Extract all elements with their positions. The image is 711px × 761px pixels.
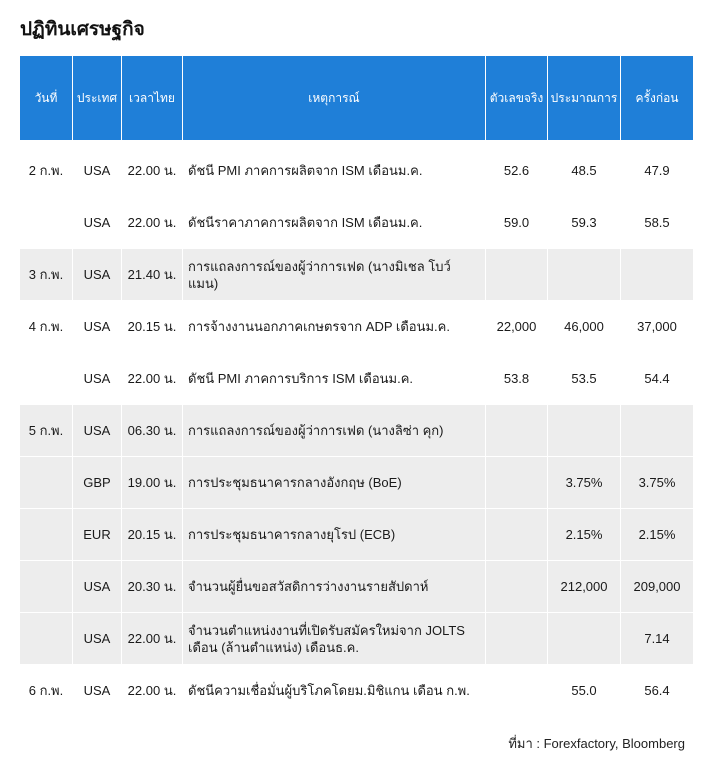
cell-forecast: 2.15% <box>547 508 620 560</box>
table-row <box>20 300 693 352</box>
cell-event: การแถลงการณ์ของผู้ว่าการเฟด (นางลิซ่า คุก) <box>182 404 485 456</box>
cell-event: ดัชนีความเชื่อมั่นผู้บริโภคโดยม.มิชิแกน เดือน ก.พ. <box>182 664 485 716</box>
cell-day: 3 ก.พ. <box>20 248 72 300</box>
cell-time: 22.00 น. <box>121 196 182 248</box>
header-forecast: ประมาณการ <box>547 56 620 140</box>
cell-event: การประชุมธนาคารกลางอังกฤษ (BoE) <box>182 456 485 508</box>
cell-country: USA <box>72 612 121 664</box>
cell-event: การแถลงการณ์ของผู้ว่าการเฟด (นางมิเชล โบว์แมน) <box>182 248 485 300</box>
cell-country: USA <box>72 196 121 248</box>
cell-actual <box>485 664 547 716</box>
cell-previous: 2.15% <box>620 508 693 560</box>
cell-previous <box>620 248 693 300</box>
cell-time: 21.40 น. <box>121 248 182 300</box>
cell-day <box>20 352 72 404</box>
table-header-row <box>20 56 693 140</box>
cell-actual <box>485 508 547 560</box>
cell-event: จำนวนผู้ยื่นขอสวัสดิการว่างงานรายสัปดาห์ <box>182 560 485 612</box>
header-day: วันที่ <box>20 56 72 140</box>
cell-time: 22.00 น. <box>121 352 182 404</box>
table-row <box>20 612 693 664</box>
source-note: ที่มา : Forexfactory, Bloomberg <box>508 736 685 751</box>
cell-event: การประชุมธนาคารกลางยุโรป (ECB) <box>182 508 485 560</box>
cell-day <box>20 508 72 560</box>
cell-time: 20.15 น. <box>121 508 182 560</box>
economic-calendar-table <box>20 56 693 716</box>
cell-day <box>20 456 72 508</box>
cell-time: 20.15 น. <box>121 300 182 352</box>
table-row <box>20 664 693 716</box>
cell-day <box>20 196 72 248</box>
cell-country: USA <box>72 140 121 196</box>
cell-previous: 7.14 <box>620 612 693 664</box>
cell-forecast: 53.5 <box>547 352 620 404</box>
cell-time: 19.00 น. <box>121 456 182 508</box>
cell-event: จำนวนตำแหน่งงานที่เปิดรับสมัครใหม่จาก JOLTS เดือน (ล้านตำแหน่ง) เดือนธ.ค. <box>182 612 485 664</box>
cell-forecast: 59.3 <box>547 196 620 248</box>
cell-actual <box>485 248 547 300</box>
cell-day <box>20 560 72 612</box>
cell-actual <box>485 560 547 612</box>
cell-day: 5 ก.พ. <box>20 404 72 456</box>
cell-actual <box>485 612 547 664</box>
cell-event: ดัชนี PMI ภาคการบริการ ISM เดือนม.ค. <box>182 352 485 404</box>
cell-event: ดัชนี PMI ภาคการผลิตจาก ISM เดือนม.ค. <box>182 140 485 196</box>
cell-forecast <box>547 248 620 300</box>
cell-day <box>20 612 72 664</box>
cell-previous <box>620 404 693 456</box>
cell-time: 22.00 น. <box>121 664 182 716</box>
cell-forecast: 212,000 <box>547 560 620 612</box>
cell-forecast: 3.75% <box>547 456 620 508</box>
table-row <box>20 404 693 456</box>
header-previous: ครั้งก่อน <box>620 56 693 140</box>
cell-time: 06.30 น. <box>121 404 182 456</box>
cell-time: 22.00 น. <box>121 612 182 664</box>
table-row <box>20 196 693 248</box>
cell-previous: 37,000 <box>620 300 693 352</box>
table-row <box>20 508 693 560</box>
cell-previous: 54.4 <box>620 352 693 404</box>
cell-actual <box>485 404 547 456</box>
cell-actual: 59.0 <box>485 196 547 248</box>
cell-time: 22.00 น. <box>121 140 182 196</box>
cell-country: USA <box>72 560 121 612</box>
header-time: เวลาไทย <box>121 56 182 140</box>
cell-previous: 56.4 <box>620 664 693 716</box>
cell-forecast: 46,000 <box>547 300 620 352</box>
cell-forecast <box>547 612 620 664</box>
header-country: ประเทศ <box>72 56 121 140</box>
cell-country: USA <box>72 352 121 404</box>
cell-day: 6 ก.พ. <box>20 664 72 716</box>
cell-forecast: 55.0 <box>547 664 620 716</box>
cell-previous: 58.5 <box>620 196 693 248</box>
cell-previous: 47.9 <box>620 140 693 196</box>
page-title: ปฏิทินเศรษฐกิจ <box>20 18 145 40</box>
cell-actual: 53.8 <box>485 352 547 404</box>
cell-forecast: 48.5 <box>547 140 620 196</box>
cell-actual: 22,000 <box>485 300 547 352</box>
table-row <box>20 560 693 612</box>
cell-actual: 52.6 <box>485 140 547 196</box>
cell-country: USA <box>72 300 121 352</box>
cell-country: USA <box>72 248 121 300</box>
cell-event: การจ้างงานนอกภาคเกษตรจาก ADP เดือนม.ค. <box>182 300 485 352</box>
cell-day: 4 ก.พ. <box>20 300 72 352</box>
header-actual: ตัวเลขจริง <box>485 56 547 140</box>
cell-country: EUR <box>72 508 121 560</box>
cell-country: GBP <box>72 456 121 508</box>
cell-time: 20.30 น. <box>121 560 182 612</box>
cell-previous: 209,000 <box>620 560 693 612</box>
header-event: เหตุการณ์ <box>182 56 485 140</box>
cell-forecast <box>547 404 620 456</box>
cell-country: USA <box>72 404 121 456</box>
table-row <box>20 140 693 196</box>
cell-day: 2 ก.พ. <box>20 140 72 196</box>
table-row <box>20 352 693 404</box>
table-row <box>20 456 693 508</box>
cell-event: ดัชนีราคาภาคการผลิตจาก ISM เดือนม.ค. <box>182 196 485 248</box>
cell-country: USA <box>72 664 121 716</box>
table-row <box>20 248 693 300</box>
cell-actual <box>485 456 547 508</box>
cell-previous: 3.75% <box>620 456 693 508</box>
